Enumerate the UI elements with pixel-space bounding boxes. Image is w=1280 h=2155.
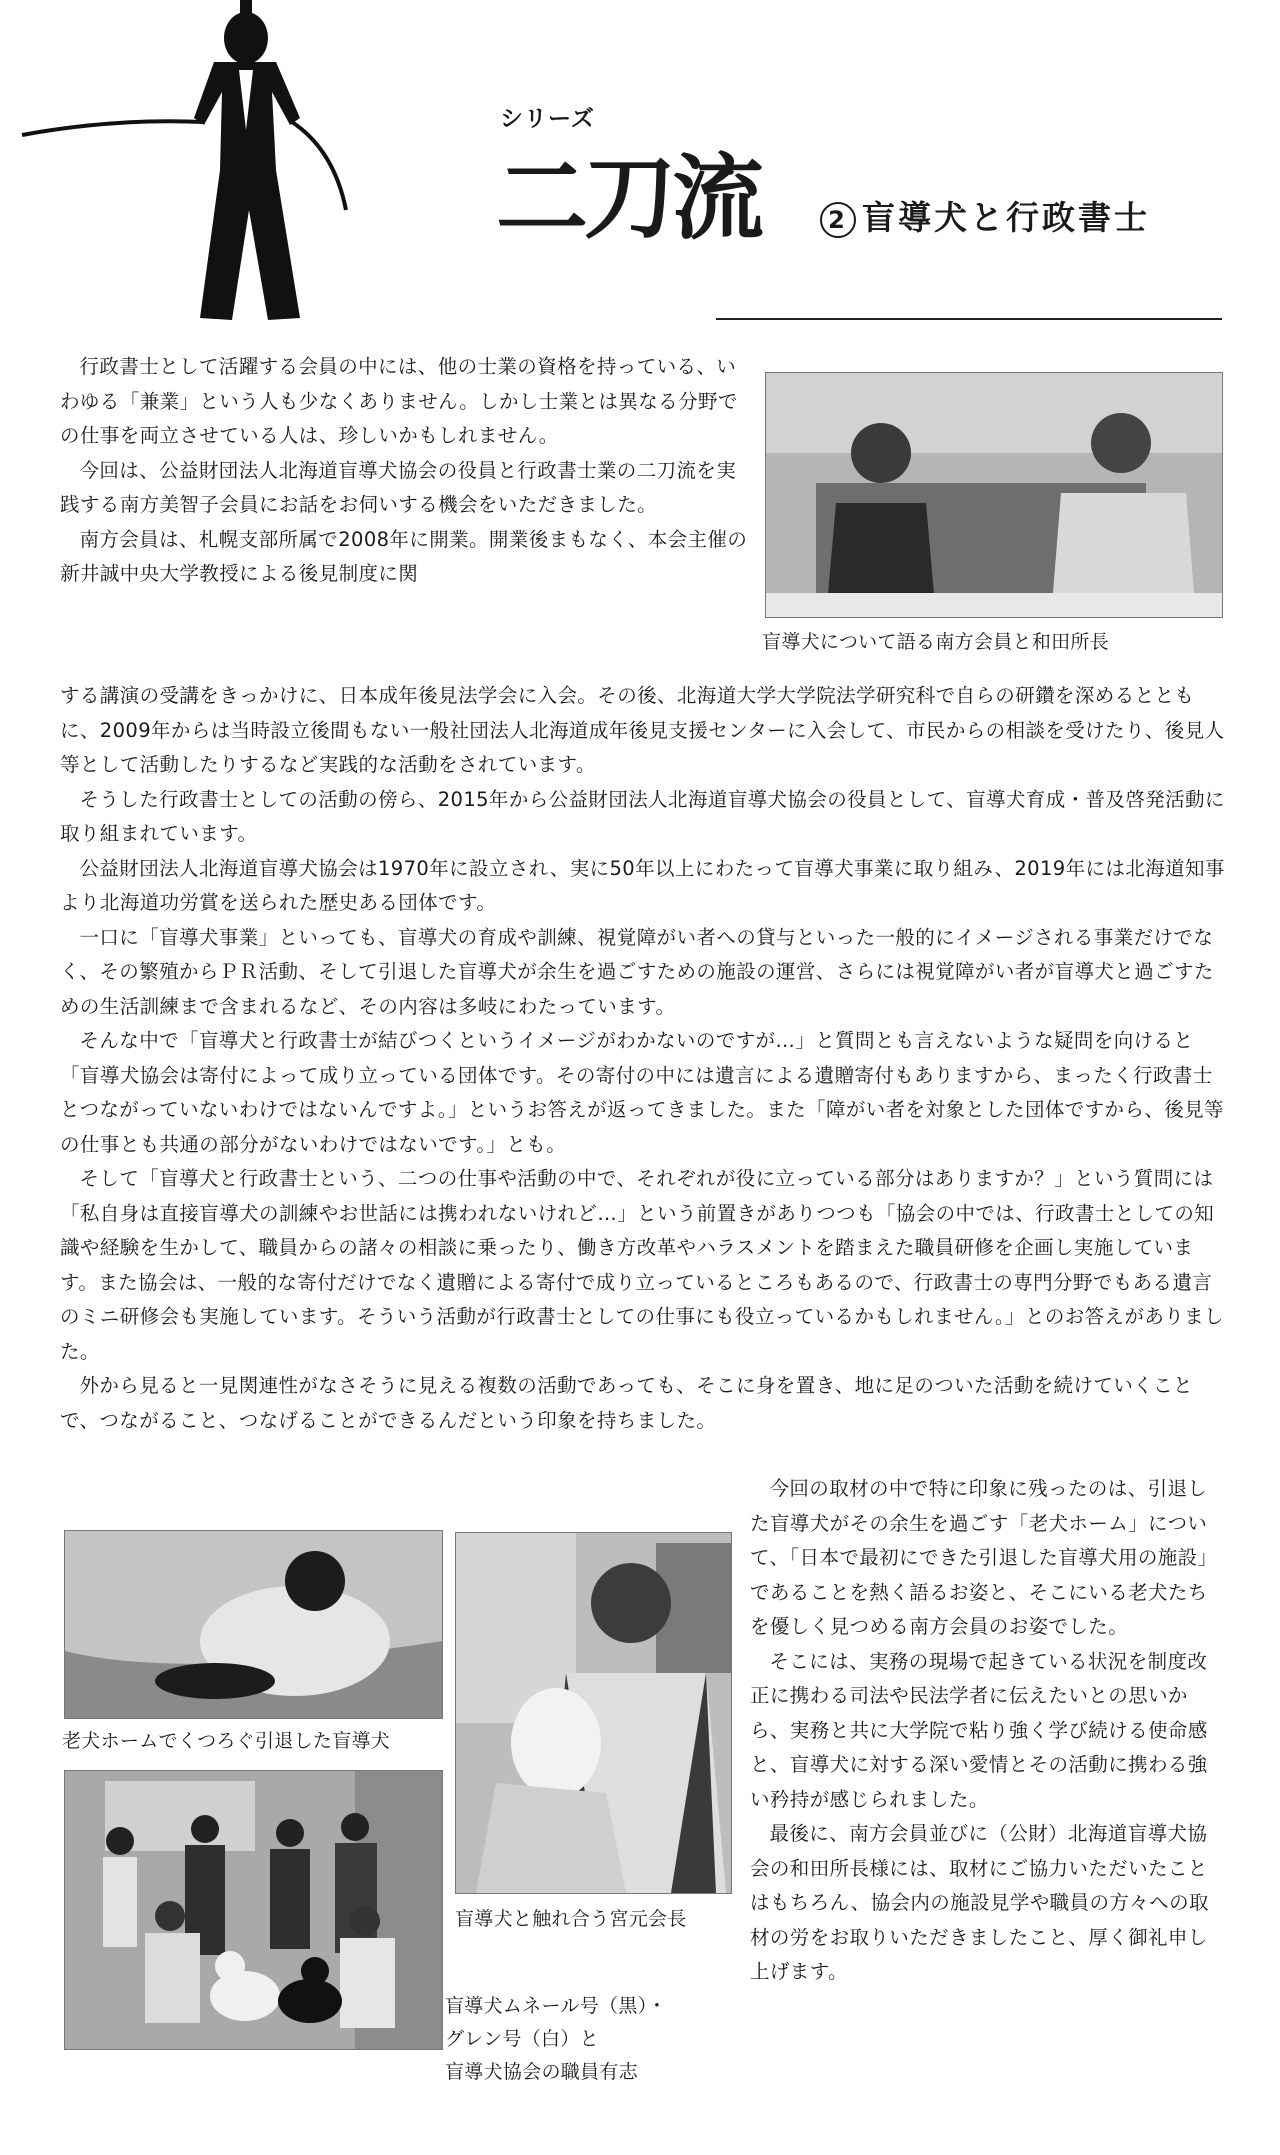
- side-paragraph-1: 今回の取材の中で特に印象に残ったのは、引退した盲導犬がその余生を過ごす「老犬ホーム」について、「日本で最初にできた引退した盲導犬用の施設」であることを熱く語るお姿と、そこにいる老犬たちを優しく見つめる南方会員のお姿でした。: [750, 1477, 1218, 1638]
- side-column: [750, 1472, 1226, 1990]
- caption-photo-interview: 盲導犬について語る南方会員と和田所長: [762, 631, 1110, 653]
- body-column: [60, 679, 1230, 1438]
- caption-staff-line-2: グレン号（白）と: [445, 2028, 599, 2050]
- samurai-illustration: [14, 0, 350, 325]
- caption-staff-line-1: 盲導犬ムネール号（黒）・: [445, 1995, 667, 2017]
- caption-photo-retired-dog: 老犬ホームでくつろぐ引退した盲導犬: [62, 1730, 391, 1752]
- series-number: 2: [820, 202, 856, 238]
- subtitle-text: 盲導犬と行政書士: [862, 198, 1150, 237]
- caption-photo-chairman: 盲導犬と触れ合う宮元会長: [455, 1908, 687, 1930]
- body-paragraph-3: 公益財団法人北海道盲導犬協会は1970年に設立され、実に50年以上にわたって盲導犬事業に取り組み、2019年には北海道知事より北海道功労賞を送られた歴史ある団体です。: [60, 856, 1225, 914]
- photo-interview: [765, 372, 1223, 618]
- photo-retired-dog: [64, 1530, 443, 1719]
- caption-staff-line-3: 盲導犬協会の職員有志: [445, 2061, 639, 2083]
- body-paragraph-1: する講演の受講をきっかけに、日本成年後見法学会に入会。その後、北海道大学大学院法学研究科で自らの研鑽を深めるとともに、2009年からは当時設立後間もない一般社団法人北海道成年後見支援センターに入会して、市民からの相談を受けたり、後見人等として活動したりするなど実践的な活動をされています。: [60, 684, 1225, 776]
- intro-paragraph-3: 南方会員は、札幌支部所属で2008年に開業。開業後まもなく、本会主催の新井誠中央大学教授による後見制度に関: [60, 527, 748, 585]
- page-title: 二刀流: [496, 144, 761, 252]
- title-rule: [716, 318, 1222, 320]
- body-paragraph-4: 一口に「盲導犬事業」といっても、盲導犬の育成や訓練、視覚障がい者への貸与といった一般的にイメージされる事業だけでなく、その繁殖からＰＲ活動、そして引退した盲導犬が余生を過ごすための施設の運営、さらには視覚障がい者が盲導犬と過ごすための生活訓練まで含まれるなど、その内容は多岐にわたっています。: [60, 925, 1214, 1018]
- side-paragraph-3: 最後に、南方会員並びに（公財）北海道盲導犬協会の和田所長様には、取材にご協力いただいたことはもちろん、協会内の施設見学や職員の方々への取材の労をお取りいただきましたこと、厚く御礼申し上げます。: [750, 1822, 1209, 1983]
- caption-photo-staff: [445, 1990, 667, 2089]
- series-label: シリーズ: [500, 106, 595, 132]
- body-paragraph-6: そして「盲導犬と行政書士という、二つの仕事や活動の中で、それぞれが役に立っている部分はありますか？」という質問には「私自身は直接盲導犬の訓練やお世話には携われないけれど…」という前置きがありつつも「協会の中では、行政書士としての知識や経験を生かして、職員からの諸々の相談に乗ったり、働き方改革やハラスメントを踏まえた職員研修を企画し実施しています。また協会は、一般的な寄付だけでなく遺贈による寄付で成り立っているところもあるので、行政書士の専門分野でもある遺言のミニ研修会も実施しています。そういう活動が行政書士としての仕事にも役立っているかもしれません。」とのお答えがありました。: [60, 1167, 1224, 1363]
- intro-paragraph-1: 行政書士として活躍する会員の中には、他の士業の資格を持っている、いわゆる「兼業」という人も少なくありません。しかし士業とは異なる分野での仕事を両立させている人は、珍しいかもしれません。: [60, 355, 738, 447]
- intro-paragraph-2: 今回は、公益財団法人北海道盲導犬協会の役員と行政書士業の二刀流を実践する南方美智子会員にお話をお伺いする機会をいただきました。: [60, 458, 737, 516]
- side-paragraph-2: そこには、実務の現場で起きている状況を制度改正に携わる司法や民法学者に伝えたいとの思いから、実務と共に大学院で粘り強く学び続ける使命感と、盲導犬に対する深い愛情とその活動に携わる強い矜持が感じられました。: [750, 1649, 1208, 1811]
- photo-chairman-with-dog: [455, 1532, 732, 1894]
- page-subtitle: [820, 192, 1150, 239]
- body-paragraph-7: 外から見ると一見関連性がなさそうに見える複数の活動であっても、そこに身を置き、地に足のついた活動を続けていくことで、つながること、つなげることができるんだという印象を持ちました。: [60, 1374, 1193, 1432]
- body-paragraph-5: そんな中で「盲導犬と行政書士が結びつくというイメージがわかないのですが…」と質問とも言えないような疑問を向けると「盲導犬協会は寄付によって成り立っている団体です。その寄付の中には遺言による遺贈寄付もありますから、まったく行政書士とつながっていないわけではないんですよ。」というお答えが返ってきました。また「障がい者を対象とした団体ですから、後見等の仕事とも共通の部分がないわけではないです。」とも。: [60, 1029, 1224, 1156]
- body-paragraph-2: そうした行政書士としての活動の傍ら、2015年から公益財団法人北海道盲導犬協会の役員として、盲導犬育成・普及啓発活動に取り組まれています。: [60, 787, 1225, 845]
- intro-column: [60, 350, 755, 592]
- photo-staff-group: [64, 1770, 443, 2050]
